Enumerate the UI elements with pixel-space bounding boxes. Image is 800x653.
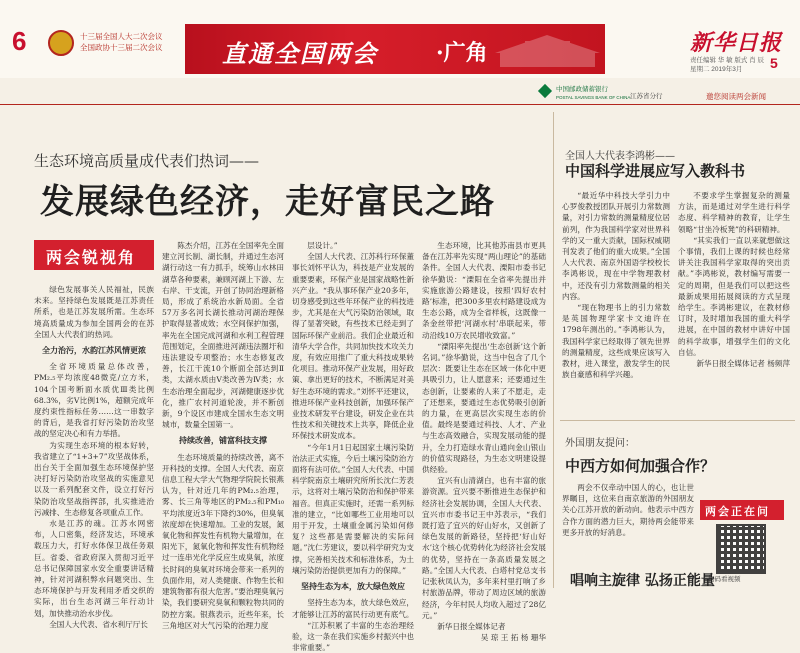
qr-code-icon[interactable] — [716, 524, 766, 574]
sponsor-branch: 江苏省分行 — [630, 93, 663, 100]
page-number: 6 — [12, 26, 27, 56]
editor-line: 责任编辑 华 敏 版式 肖 辰 — [690, 57, 765, 64]
article-kicker: 生态环境高质量成代表们热词—— — [34, 152, 260, 170]
paragraph: 层设计。” — [307, 241, 338, 250]
bank-logo-icon — [538, 84, 552, 98]
paragraph: 绿色发展事关人民福祉，民族未来。坚持绿色发展既是江苏责任所系，也是江苏发展所需。生态环境高质量成为参加全国两会的在苏全国人大代表们的热词。 — [34, 285, 154, 339]
paragraph: 不要求学生掌握复杂的测量方法，而是通过对学生进行科学态度、科学精神的教育，让学生领略“甘坐冷板凳”的科研精神。 — [678, 191, 790, 234]
paragraph: 全国人大代表、江苏科行环保董事长刘怀平认为，科技是产业发展的重要要素，环保产业是国家战略性新兴产业。“我从事环保产业20多年，切身感受到这些年环保产业的科技进步，尤其是在大气污染防治领域，取得了显著突破，有些技术已经走到了国际环保产业前沿。我们企业最近和清华大学合作，共同加快技术攻关力度，有效应用推广了重大科技成果转化项目。推动环保产业发展，用好政策、拿出更好的技术，不断满足对美好生态环境的需求。”刘怀平还建议，推进环保产业科技创新，加强环保产业技术研发平台建设，研发企业在共性技术和关键技术上共享，降低企业环保技术研发成本。 — [292, 252, 414, 441]
sponsor-slogan: 邀您阅读两会新闻 — [706, 92, 766, 101]
article-column-2 — [162, 240, 284, 630]
article-headline: 发展绿色经济，走好富民之路 — [40, 182, 495, 222]
congress-line-cppcc: 全国政协十三届二次会议 — [80, 43, 163, 52]
header-rule — [0, 104, 800, 105]
article-column-3 — [292, 240, 414, 653]
qa-headline: 中西方如何加强合作？ — [565, 457, 716, 475]
congress-label — [80, 31, 163, 53]
paragraph: “最近华中科技大学引力中心罗俊教授团队开展引力常数测量，对引力常数的测量精度位居前列，作为我国科学家对世界科学的又一重大贡献，国际权威期刊发表了他们的重大成果。”全国人大代表、南京外国语学校校长李鸿彬说，现在中学物理教材中，还没有引力常数测量的相关内容。 — [562, 191, 670, 301]
sponsor-bank — [556, 86, 630, 102]
paragraph: 全省环境质量总体改善，PM₂.₅平均浓度48微克/立方米，104个国考断面水质优Ⅲ类比例68.3%，劣Ⅴ比例1%，超额完成年度约束性指标任务……这一串数字的背后，是我省打好污染防治攻坚战的坚定决心和有力举措。 — [34, 362, 154, 439]
paragraph: “溧阳率先提出‘生态创新’这个新名词。”徐华勤说，这当中包含了几个层次：既要让生态在区域一体化中更具吸引力，让人愿意来；还要通过生态创新，让要素的人来了不愿走，走了还想来，要通过生态优势吸引创新的力量，在更高层次实现生态的价值。最终是要通过科技、人才、产业与生态高效融合，实现发展动能的提升，全力打造绿水青山通向金山银山的价值实现路径，为生态文明建设提供经验。 — [422, 341, 546, 475]
column-divider — [553, 112, 554, 588]
column-tag-label: 两会锐视角 — [46, 248, 137, 267]
paragraph: 陈杰介绍，江苏在全国率先全面建立河长制、湖长制，并通过生态河湖行动这一有力抓手，统筹山水林田湖草各种要素，兼顾河湖上下游、左右岸、干支流，开创了协同治理新格局，形成了系统治水新局面。全省57万多名河长湖长推动河湖治理保护取得显著成效；水空间保护加强，率先在全国完成河湖和水利工程管理范围划定，全面推进河湖违法圈圩和违法建设专项整治；水生态修复改善，长江干流10个断面全部达到Ⅱ类，太湖水质由Ⅴ类改善为Ⅳ类；水生态治理全面起步，河湖健康逐步优化，推广农村河道轮浚，并不断创新，9个设区市建成全国水生态文明城市，数量全国第一。 — [162, 241, 284, 430]
byline: 吴 琼 王 拓 杨 珊华 — [480, 633, 546, 643]
page-number-right: 5 — [770, 55, 778, 71]
next-article-headline: 唱响主旋律 弘扬正能量 — [570, 573, 715, 589]
qr-caption-scan: 扫码看视频 — [708, 575, 741, 583]
qa-kicker: 外国朋友提问： — [565, 438, 635, 449]
subheading: 持续改善，铺富科技支撑 — [179, 435, 267, 446]
sidebar-column-2 — [678, 190, 790, 416]
section-subtitle: ·广角 — [436, 40, 488, 66]
qr-title: 两会正在问 — [705, 505, 770, 518]
tiananmen-icon — [495, 27, 600, 71]
sidebar-headline: 中国科学进展应写入教科书 — [565, 162, 746, 180]
congress-line-npc: 十三届全国人大二次会议 — [80, 32, 163, 41]
paragraph: 宜兴有山清湖白，也有丰富的旅游资源。宜兴要不断推进生态保护和经济社会发展协调，全国人大代表、宜兴市市委书记王中苏表示，“我们既打造了宜兴的好山好水，又创新了绿色发展的新路径，坚持把‘好山好水’这个核心优势转化为经济社会发展的优势，坚持在一条高质量发展之路。”全国人大代表、白塔村党总支书记张秋凤认为，多年来村里打响了乡村旅游品牌，带动了周边区域的旅游经济，今年村民人均收入超过了28亿元。” — [422, 476, 546, 620]
paragraph: 为实现生态环境的根本好转，我省建立了“1+3+7”攻坚战体系，出台关于全面加强生态环境保护坚决打好污染防治攻坚战的实施意见以及一系列配套文件，设立打好污染防治攻坚战指挥部，扎实推进治污减排、生态修复各项重点工作。 — [34, 440, 154, 517]
paragraph: “江苏积累了丰富的生态治理经验，这一条在我们实施乡村振兴中也非常重要。” — [292, 620, 414, 653]
congress-emblem-icon — [48, 30, 74, 56]
sponsor-bank-cn: 中国邮政储蓄银行 — [556, 86, 608, 93]
date-line: 星期二 2019年3月 — [690, 66, 743, 73]
sidebar-column-1 — [562, 190, 670, 416]
paper-meta — [690, 56, 764, 74]
section-title: 直通全国两会 — [222, 39, 378, 68]
paragraph: 新华日报全媒体记者 — [437, 621, 506, 631]
paragraph: 水是江苏的魂。江苏水网密布，人口密集，经济发达，环境承载压力大，打好水体保卫战任务艰巨。省委、省政府深入贯彻习近平总书记保障国家水安全重要讲话精神，针对河湖积弊水问题突出、生态环境保护与开发利用矛盾交织的实际，出台生态河湖三年行动计划，加快推动治水步伐。 — [34, 519, 154, 618]
paragraph: “其实我们一直以来就想做这个事情，我们上课的时候也经常讲关注我国科学家取得的突出贡献。”李鸿彬说，教材编写需要一定的周期，但是我们可以把这些最新成果用拓展阅读的方式呈现给学生。李鸿彬建议，在教材修订时，及时增加我国的重大科学进展，在中国的教材中讲好中国的科学故事，增强学生们的文化自信。 — [678, 235, 790, 357]
paragraph: 两会不仅牵动中国人的心，也让世界瞩目，这位来自南京旅游的外国朋友关心江苏开放的新动向。他表示中西方合作方面的潜力巨大，期待两会能带来更多开放的好消息。 — [562, 483, 694, 537]
paragraph: “现在物理书上的引力常数是英国物理学家卡文迪许在1798年测出的。”李鸿彬认为，我国科学家已经取得了领先世界的测量精度，这些成果应该写入教材，进入课堂，激发学生的民族自豪感和科学兴趣。 — [562, 303, 670, 380]
subheading: 坚持生态为本，放大绿色效应 — [301, 581, 405, 592]
qa-body — [562, 482, 694, 562]
newspaper-name: 新华日报 — [690, 30, 783, 56]
byline: 新华日报全媒体记者 杨频萍 — [696, 359, 790, 369]
paragraph: 生态环境质量的持续改善，离不开科技的支撑。全国人大代表、南京信息工程大学大气物理学院院长银燕认为，针对近几年的PM₂.₅治理，雾、长三角等地区的PM₂.₅和PM₁₀平均浓度近3年下降约30%，但臭氧浓度却在快速增加。工业的发展，氮氧化物和挥发性有机物大量增加，在阳光下，氮氧化物和挥发性有机物经过一连串光化学反应生成臭氧，浓度长时间的臭氧对环境会带来一系列的负面作用，对人类健康、作物生长和建筑物都有很大危害。”要治理臭氧污染，我们要研究臭氧和颗粒物共同的防控方案。银燕表示，近些年来，长三角地区对大气污染的治理力度 — [162, 452, 284, 630]
paragraph: “今年1月1日起国家土壤污染防治法正式实施，今后土壤污染防治方面将有法可依。”全国人大代表、中国科学院南京土壤研究所所长沈仁芳表示，这将对土壤污染防治和保护带来福音。但真正实施时，还需一系列标准的建立，“比如哪些工业用地可以用于开发，土壤重金属污染如何修复？这些都是需要解决的实际问题。”沈仁芳建议，要以科学研究为支撑，完善相关技术和标准体系，为土壤污染防治提供更加有力的保障。” — [292, 442, 414, 575]
sidebar-kicker: 全国人大代表李鸿彬—— — [565, 151, 675, 162]
paragraph: 生态环境，比其他苏南县市更具备在江苏率先实现“两山理论”的基础条件。全国人大代表、溧阳市委书记徐华勤说：“溧阳在全省率先提出并实施旅游公路建设，按照‘四好农村路’标准，把300多里农村路建设成为生态公路，成为全省样板，这既像一条金丝带把‘河湖水村’串联起来，带动沿线10万农民增收致富。” — [422, 241, 546, 340]
sponsor-bank-en: POSTAL SAVINGS BANK OF CHINA — [556, 95, 631, 100]
paragraph: 全国人大代表、省水利厅厅长 — [49, 619, 148, 629]
article-column-4 — [422, 240, 546, 643]
paragraph: 坚持生态为本，放大绿色效应，才能够让江苏的富民行动更有底气。 — [292, 598, 414, 619]
section-divider — [560, 420, 795, 421]
subheading: 全力治污，水韵江苏风情更浓 — [42, 345, 146, 356]
article-column-1 — [34, 284, 154, 629]
